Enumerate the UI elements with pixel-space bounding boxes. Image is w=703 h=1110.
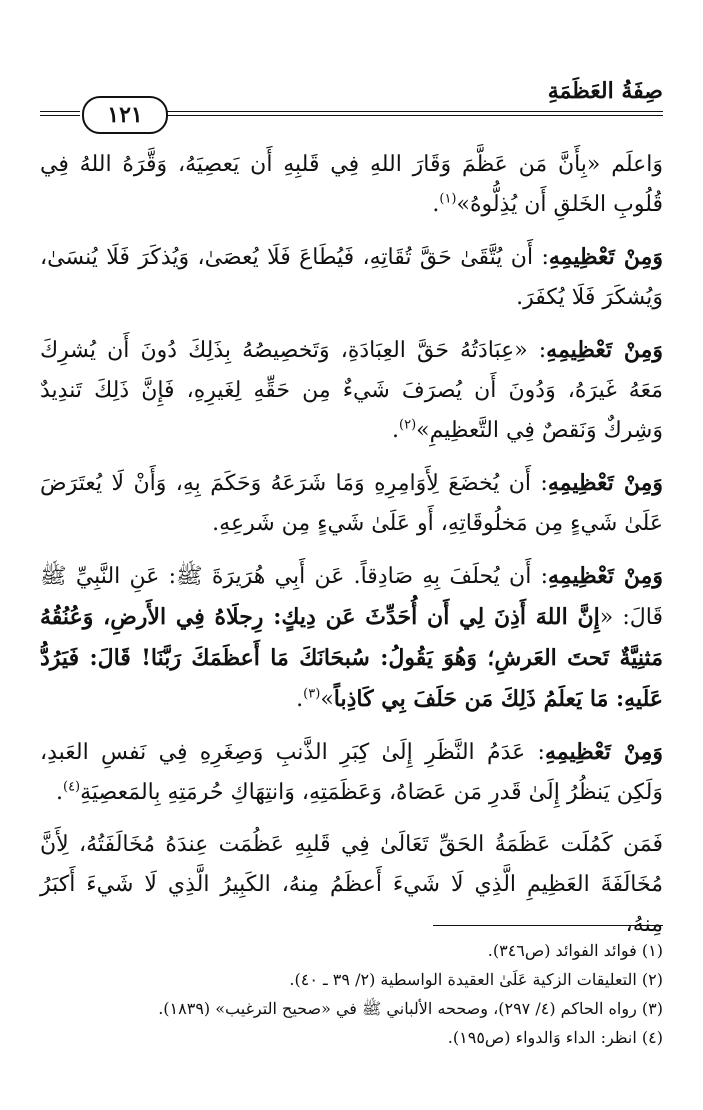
paragraph bbox=[40, 463, 663, 544]
section-keyword: وَمِنْ تَعْظِيمِهِ bbox=[548, 244, 663, 270]
footnote: (١) فوائد الفوائد (ص٣٤٦). bbox=[487, 941, 663, 960]
header-rule-short bbox=[40, 111, 80, 112]
paragraph bbox=[40, 825, 663, 945]
paragraph-text: . bbox=[392, 418, 399, 443]
header-rule-short bbox=[40, 115, 80, 116]
running-title: صِفَةُ العَظَمَةِ bbox=[547, 78, 663, 104]
paragraph-text: : أَن يُحلَفَ بِهِ صَادِقاً. عَن أَبِي هُرَيرَةَ ﷺ: عَنِ النَّبِيِّ ﷺ قَالَ: « bbox=[40, 564, 663, 630]
footnote-marker: (٢) bbox=[399, 417, 417, 433]
paragraph-text: . bbox=[296, 687, 304, 712]
main-text bbox=[40, 145, 663, 957]
paragraph bbox=[40, 330, 663, 451]
section-keyword: وَمِنْ تَعْظِيمِهِ bbox=[548, 563, 664, 589]
header-rule bbox=[165, 115, 663, 116]
footnote-marker: (١) bbox=[439, 191, 457, 207]
section-keyword: وَمِنْ تَعْظِيمِهِ bbox=[547, 470, 663, 496]
footnote: (٢) التعليقات الزكية عَلَىٰ العقيدة الواسطية (٢/ ٣٩ ـ ٤٠). bbox=[289, 970, 663, 989]
paragraph-text: : أَن يُتَّقَىٰ حَقَّ تُقَاتِهِ، فَيُطَاعَ فَلَا يُعصَىٰ، وَيُذكَرَ فَلَا يُنسَىٰ، وَيُشكَرَ فَلَا يُكفَرَ. bbox=[40, 245, 663, 310]
paragraph bbox=[40, 237, 663, 318]
footnote-separator bbox=[433, 925, 663, 926]
section-keyword: وَمِنْ تَعْظِيمِهِ bbox=[544, 739, 664, 765]
hadith-text: إِنَّ اللهَ أَذِنَ لِي أَن أُحَدِّثَ عَن دِيكٍ: رِجلَاهُ فِي الأَرضِ، وَعُنُقُهُ مَثنِيَّةٌ تَحتَ العَرشِ؛ وَهُوَ يَقُولُ: سُبحَانَكَ مَا أَعظَمَكَ رَبَّنَا! قَالَ: فَيَرُدُّ عَلَيهِ: مَا يَعلَمُ ذَلِكَ مَن حَلَفَ بِي كَاذِباً bbox=[40, 604, 663, 712]
footnote-marker: (٣) bbox=[303, 686, 321, 702]
page-number-badge bbox=[82, 96, 168, 134]
footnote: (٤) انظر: الداء وَالدواء (ص١٩٥). bbox=[447, 1028, 663, 1047]
footnote-marker: (٤) bbox=[62, 779, 81, 795]
footnote: (٣) رواه الحاكم (٤/ ٢٩٧)، وصححه الألباني ﷺ في «صحيح الترغيب» (١٨٣٩). bbox=[158, 999, 663, 1018]
paragraph bbox=[40, 556, 663, 720]
page-header bbox=[40, 78, 663, 132]
paragraph-text: : «عِبَادَتُهُ حَقَّ العِبَادَةِ، وَتَخصِيصُهُ بِذَلِكَ دُونَ أَن يُشرِكَ مَعَهُ غَيرَهُ، وَدُونَ أَن يُصرَفَ شَيءٌ مِن حَقِّهِ لِغَيرِهِ، فَإِنَّ ذَلِكَ تَندِيدٌ وَشِركٌ وَنَقصٌ فِي التَّعظِيمِ» bbox=[40, 338, 663, 443]
paragraph-text: : عَدَمُ النَّظَرِ إِلَىٰ كِبَرِ الذَّنبِ وَصِغَرِهِ فِي نَفسِ العَبدِ، وَلَكِن يَنظُرُ إِلَىٰ قَدرِ مَن عَصَاهُ، وَعَظَمَتِهِ، وَانتِهَاكِ حُرمَتِهِ بِالمَعصِيَةِ bbox=[40, 740, 663, 805]
paragraph-text: . bbox=[432, 192, 440, 217]
footnotes bbox=[40, 936, 663, 1052]
paragraph bbox=[40, 732, 663, 813]
paragraph-text: » bbox=[320, 687, 334, 712]
section-keyword: وَمِنْ تَعْظِيمِهِ bbox=[546, 337, 664, 363]
header-rule bbox=[165, 111, 663, 112]
paragraph bbox=[40, 145, 663, 225]
paragraph-text: وَاعلَم «بِأَنَّ مَن عَظَّمَ وَقَارَ اللهِ فِي قَلبِهِ أَن يَعصِيَهُ، وَقَّرَهُ اللهُ فِي قُلُوبِ الخَلقِ أَن يُذِلُّوهُ» bbox=[40, 152, 663, 217]
paragraph-text: فَمَن كَمُلَت عَظَمَةُ الحَقِّ تَعَالَىٰ فِي قَلبِهِ عَظُمَت عِندَهُ مُخَالَفَتُهُ، لِأَنَّ مُخَالَفَةَ العَظِيمِ الَّذِي لَا شَيءَ أَعظَمُ مِنهُ، الكَبِيرُ الَّذِي لَا شَيءَ أَكبَرُ مِنهُ، bbox=[40, 832, 663, 937]
paragraph-text: : أَن يُخضَعَ لِأَوَامِرِهِ وَمَا شَرَعَهُ وَحَكَمَ بِهِ، وَأَنْ لَا يُعتَرَضَ عَلَىٰ شَيءٍ مِن مَخلُوقَاتِهِ، أَو عَلَىٰ شَيءٍ مِن شَرعِهِ. bbox=[40, 471, 663, 536]
paragraph-text: . bbox=[55, 780, 63, 805]
page-number: ١٢١ bbox=[107, 102, 143, 128]
